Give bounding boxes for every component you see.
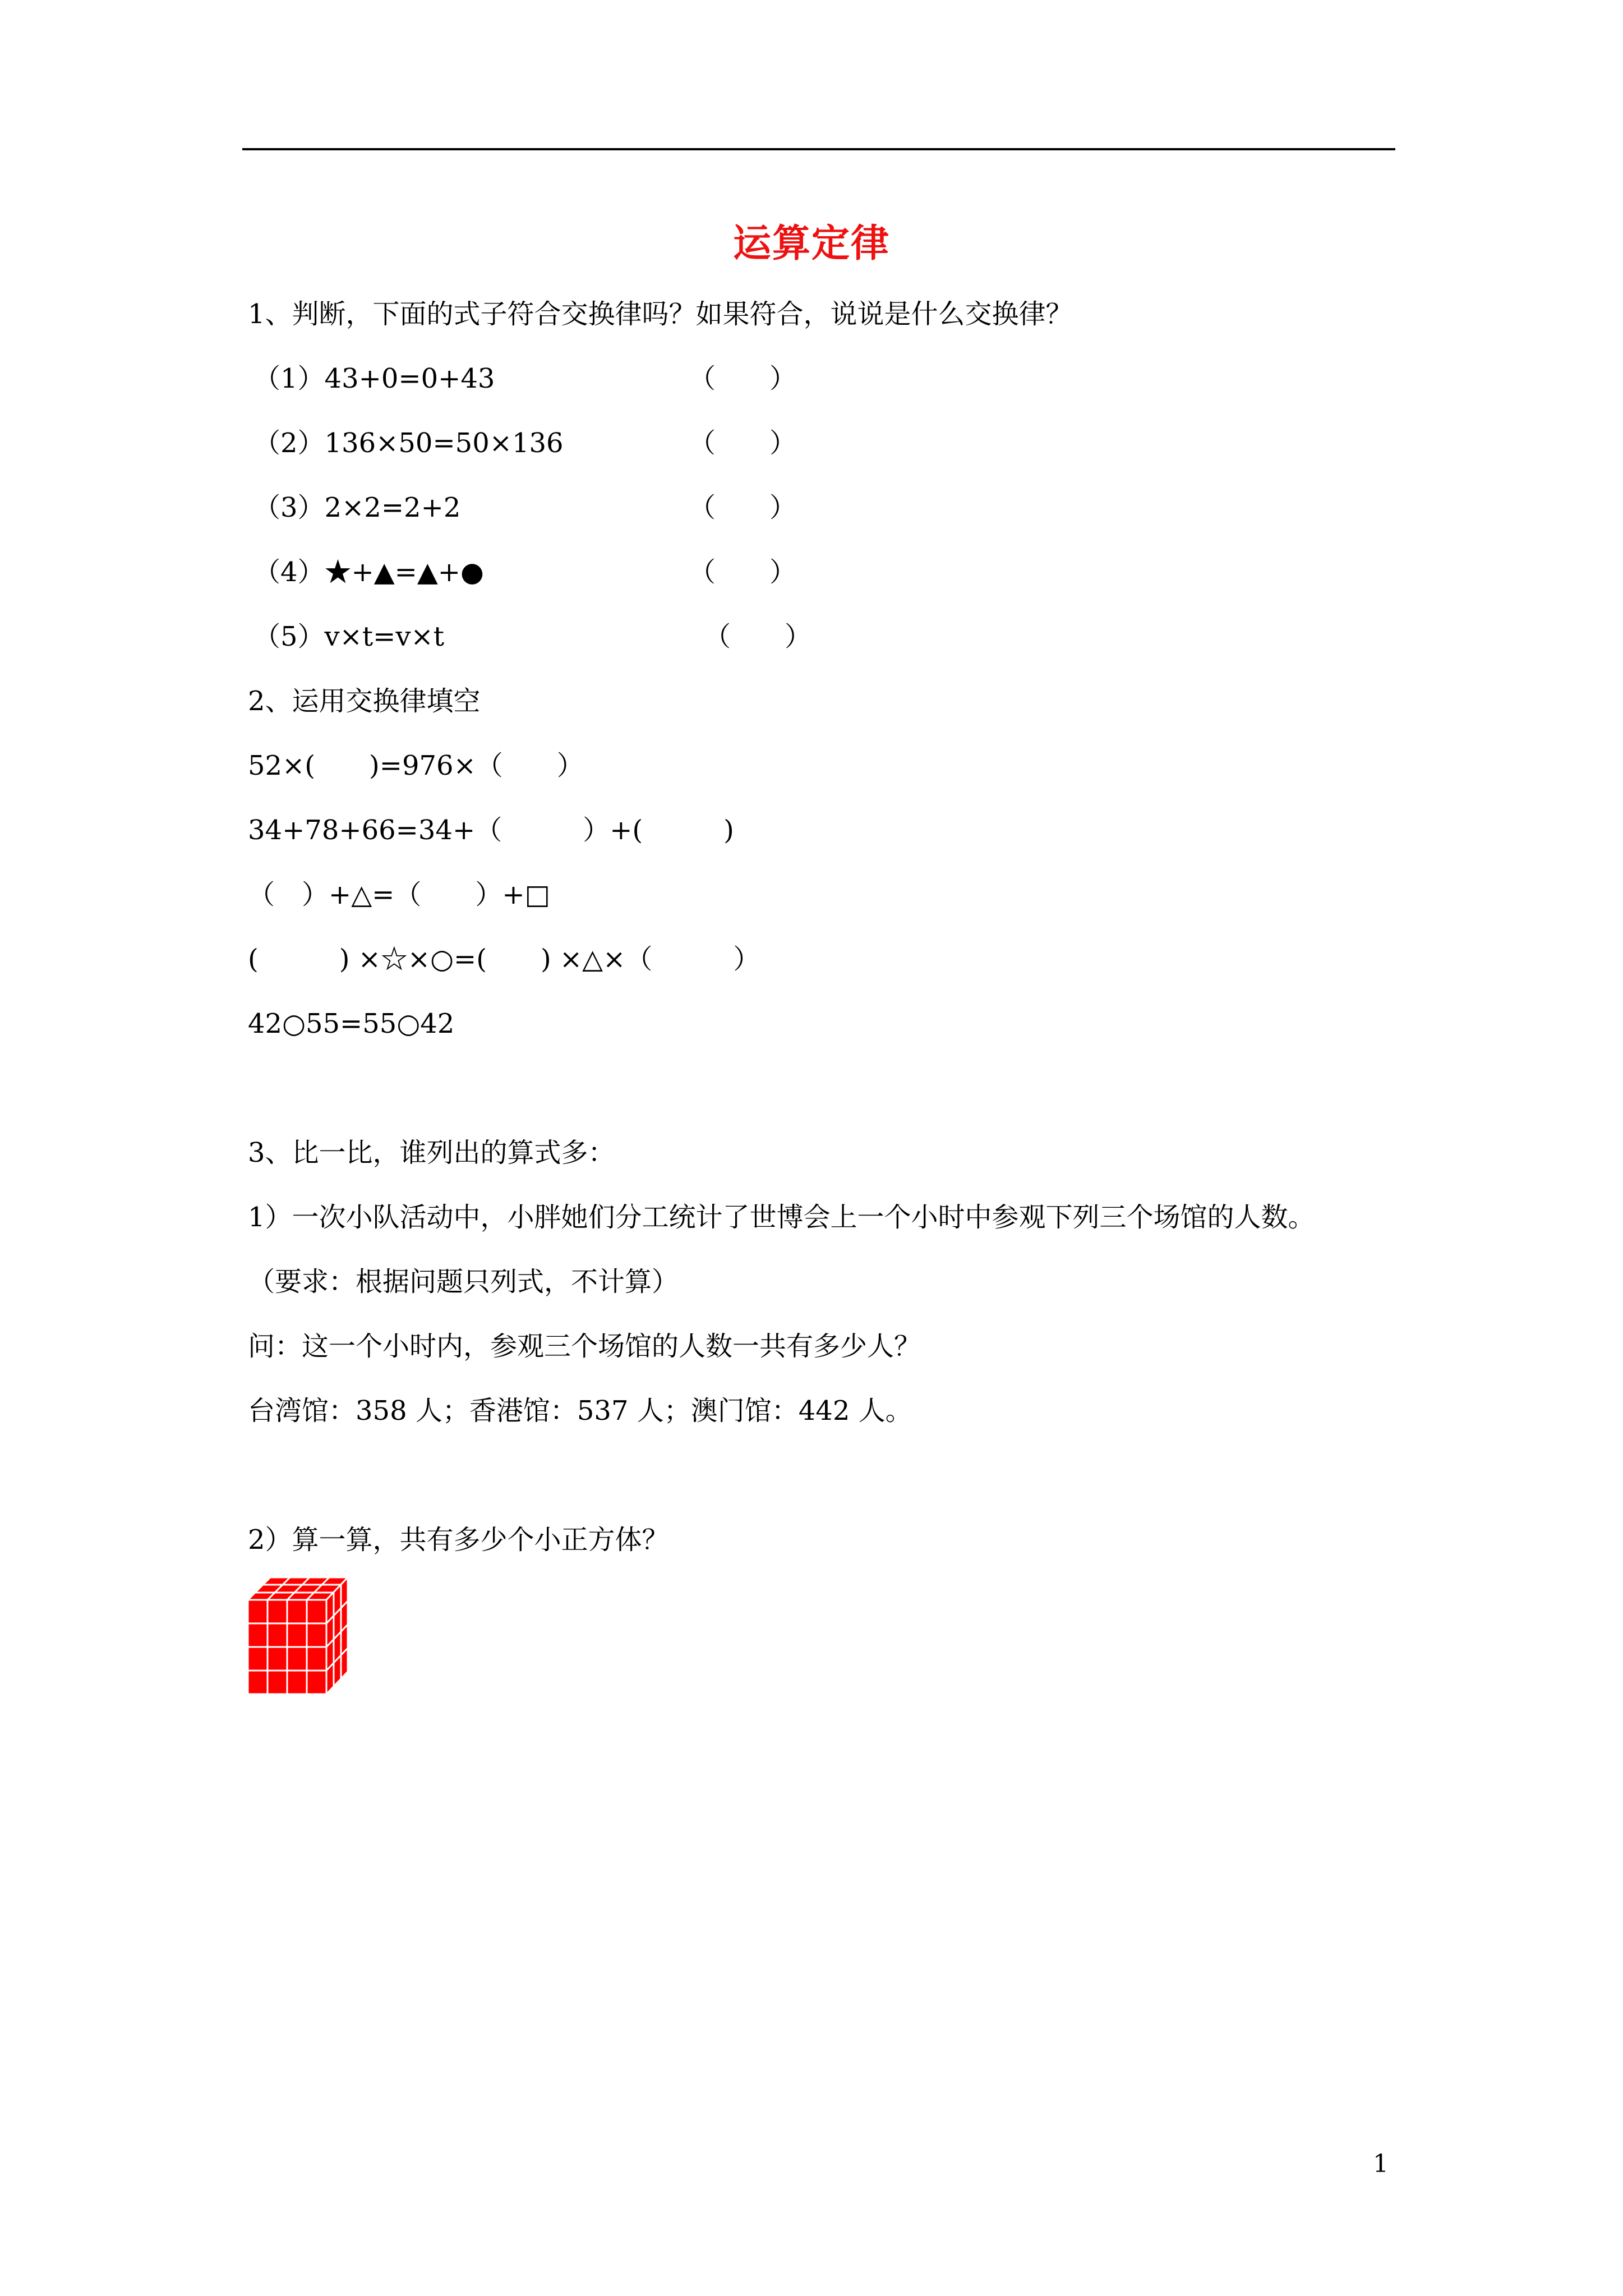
- q3-heading: 3、比一比，谁列出的算式多：: [248, 1137, 615, 1168]
- q1-item-5: （5）v×t=v×t: [253, 621, 445, 652]
- page-number: 1: [1373, 2150, 1389, 2178]
- page-title: 运算定律: [732, 221, 890, 266]
- q3-paragraph-5: 2）算一算，共有多少个小正方体？: [248, 1524, 669, 1556]
- cube-stack-figure: [247, 1576, 349, 1695]
- q2-line-1: 52×( )=976×（ ）: [248, 750, 584, 781]
- q1-answer-4: （ ）: [689, 556, 797, 588]
- q3-paragraph-4: 台湾馆：358 人；香港馆：537 人；澳门馆：442 人。: [248, 1395, 912, 1427]
- q1-item-1: （1）43+0=0+43: [253, 363, 495, 394]
- q1-answer-2: （ ）: [689, 427, 797, 459]
- q3-paragraph-1: 1）一次小队活动中，小胖她们分工统计了世博会上一个小时中参观下列三个场馆的人数。: [248, 1202, 1315, 1233]
- q1-answer-5: （ ）: [704, 621, 812, 652]
- q1-heading: 1、判断，下面的式子符合交换律吗？如果符合，说说是什么交换律？: [248, 298, 1073, 330]
- q3-paragraph-3: 问：这一个小时内，参观三个场馆的人数一共有多少人？: [248, 1331, 921, 1362]
- q2-line-3: （ ）+△=（ ）+□: [248, 879, 550, 910]
- q2-line-4: ( ) ×☆×○=( ) ×△×（ ）: [248, 944, 760, 975]
- q2-heading: 2、运用交换律填空: [248, 685, 481, 717]
- q1-answer-1: （ ）: [689, 363, 797, 394]
- q1-answer-3: （ ）: [689, 492, 797, 523]
- q2-line-2: 34+78+66=34+（ ）+( ): [248, 815, 734, 846]
- q1-item-3: （3）2×2=2+2: [253, 492, 461, 523]
- q2-line-5: 42○55=55○42: [248, 1008, 455, 1039]
- q1-item-4: （4）★+▲=▲+●: [253, 556, 484, 588]
- q3-paragraph-2: （要求：根据问题只列式，不计算）: [248, 1266, 679, 1297]
- q1-item-2: （2）136×50=50×136: [253, 427, 564, 459]
- header-rule: [242, 148, 1395, 150]
